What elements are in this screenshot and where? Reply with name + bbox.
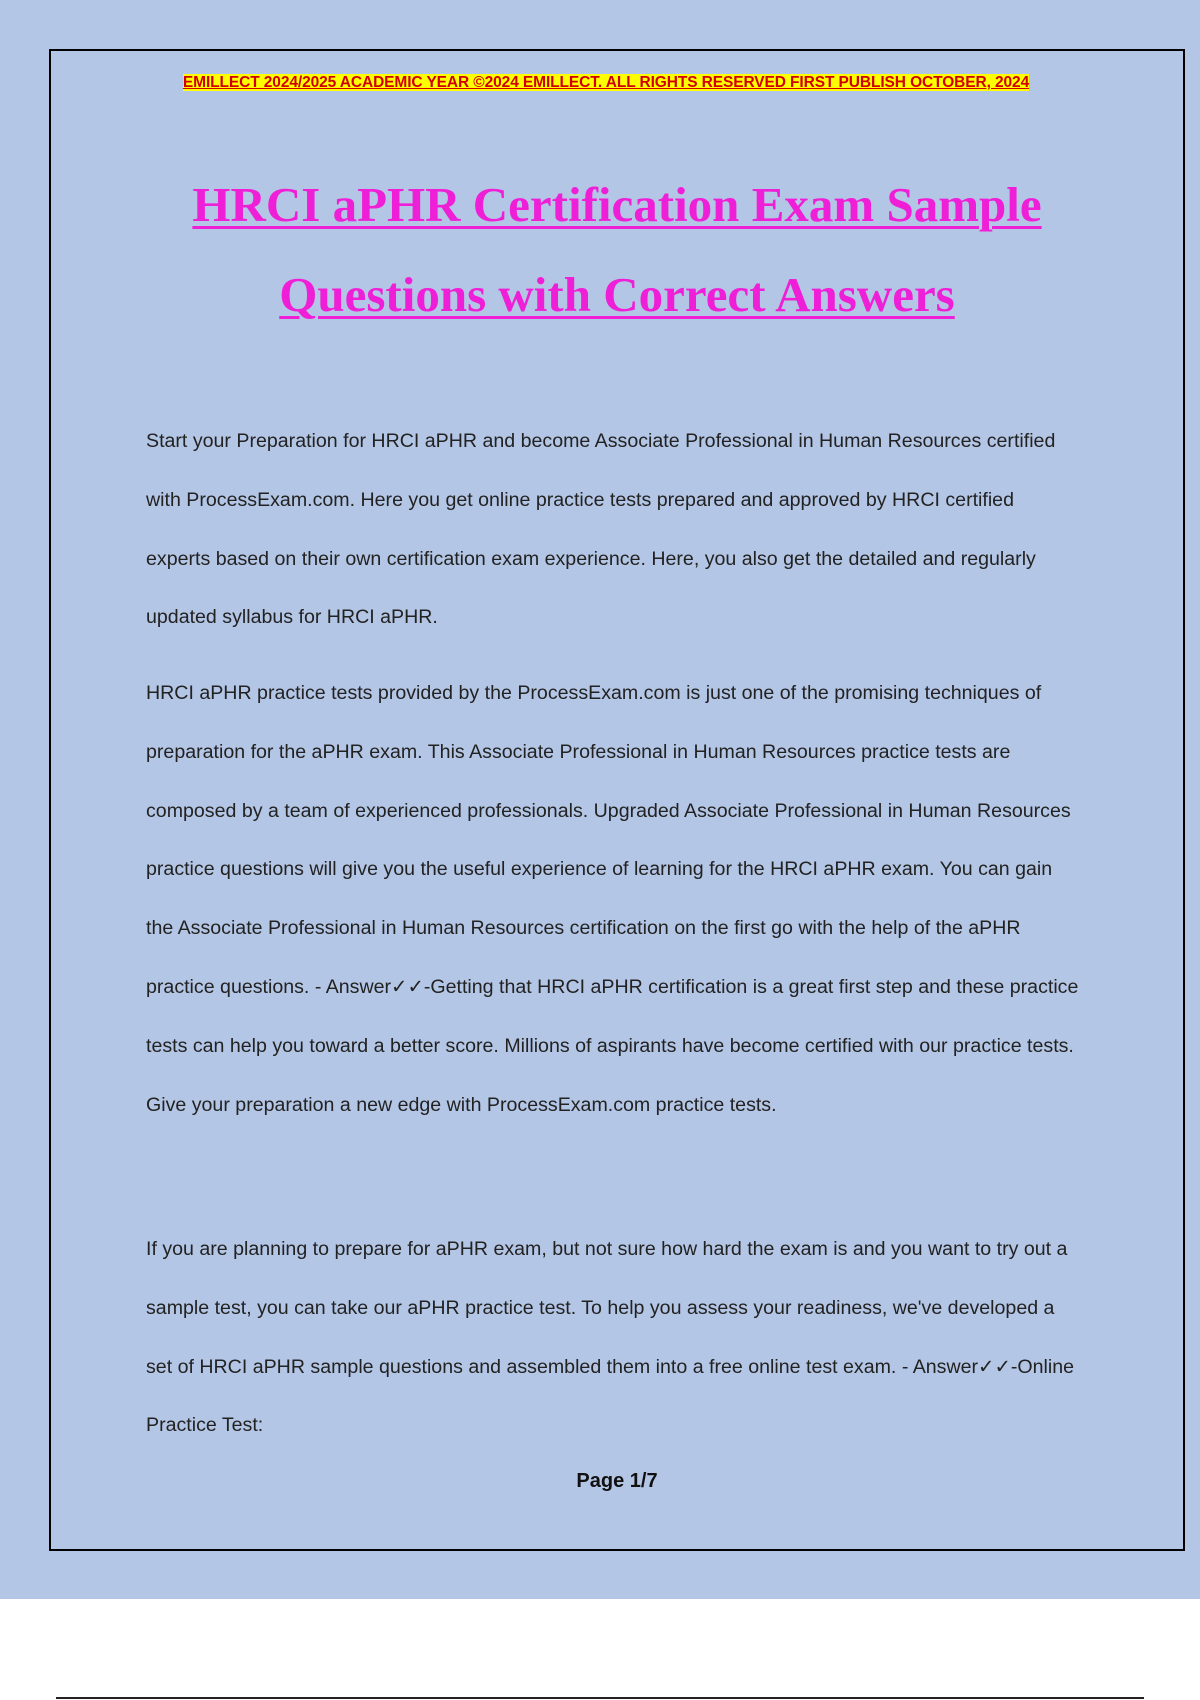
- next-page-divider: [56, 1697, 1144, 1699]
- document-title: [100, 160, 1134, 340]
- page-number: Page 1/7: [576, 1470, 658, 1492]
- copyright-banner: [146, 74, 1066, 92]
- document-title-line-2: Questions with Correct Answers: [279, 267, 955, 322]
- practice-tests-paragraph: HRCI aPHR practice tests provided by the ProcessExam.com is just one of the promising techniques of preparation for the aPHR exam. This Associate Professional in Human Resources practice tests are composed by a team of experienced professionals. Upgraded Associate Professional in Human Resources practice questions will give you the useful experience of learning for the HRCI aPHR exam. You can gain the Associate Professional in Human Resources certification on the first go with the help of the aPHR practice questions. - Answer✓✓-Getting that HRCI aPHR certification is a great first step and these practice tests can help you toward a better score. Millions of aspirants have become certified with our practice tests. Give your preparation a new edge with ProcessExam.com practice tests.: [146, 682, 1079, 1116]
- copyright-banner-text: EMILLECT 2024/2025 ACADEMIC YEAR ©2024 EMILLECT. ALL RIGHTS RESERVED FIRST PUBLISH OCTOBER, 2024: [182, 74, 1030, 91]
- intro-paragraph: Start your Preparation for HRCI aPHR and become Associate Professional in Human Resources certified with ProcessExam.com. Here you get online practice tests prepared and approved by HRCI certified experts based on their own certification exam experience. Here, you also get the detailed and regularly updated syllabus for HRCI aPHR.: [146, 430, 1056, 629]
- sample-test-paragraph: If you are planning to prepare for aPHR exam, but not sure how hard the exam is and you want to try out a sample test, you can take our aPHR practice test. To help you assess your readiness, we've developed a set of HRCI aPHR sample questions and assembled them into a free online test exam. - Answer✓✓-Online Practice Test:: [146, 1238, 1075, 1437]
- document-title-line-1: HRCI aPHR Certification Exam Sample: [192, 177, 1042, 232]
